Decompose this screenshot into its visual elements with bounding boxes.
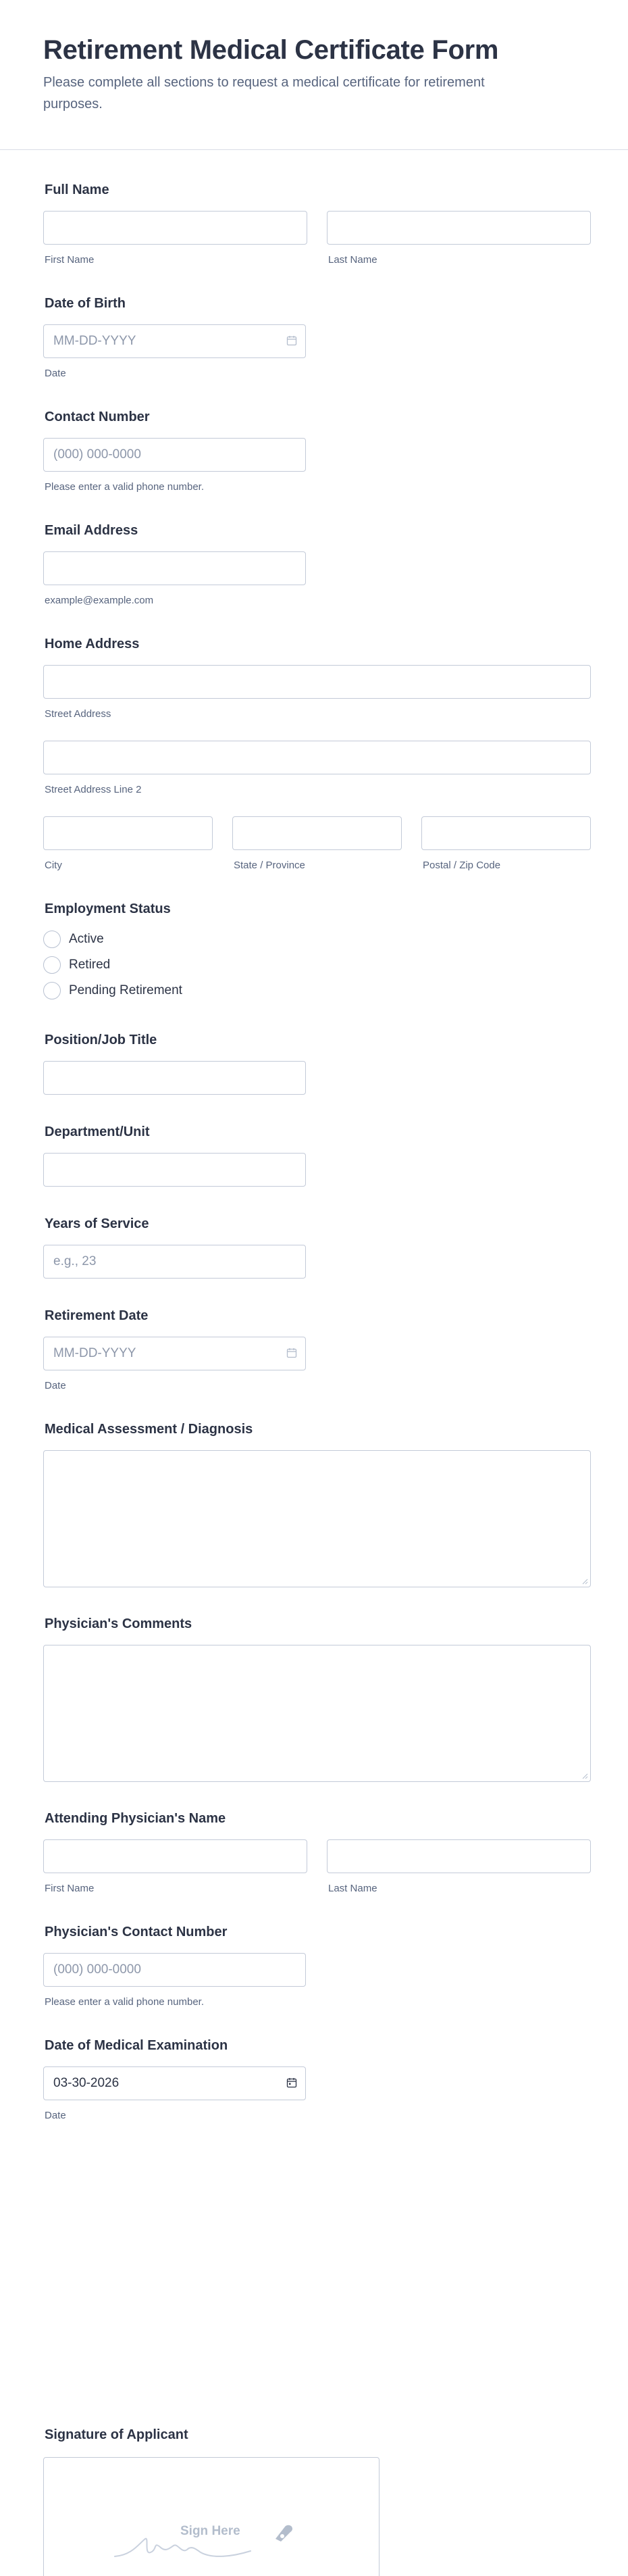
physician-first-name-sublabel: First Name: [45, 1883, 95, 1894]
retirement-date-placeholder: MM-DD-YYYY: [53, 1346, 136, 1360]
zip-input[interactable]: [421, 816, 591, 850]
physician-contact-input[interactable]: [43, 1953, 306, 1987]
contact-placeholder: (000) 000-0000: [53, 447, 141, 462]
full-name-label: Full Name: [45, 182, 109, 197]
street-address-line2-input[interactable]: [43, 741, 591, 774]
city-sublabel: City: [45, 860, 62, 871]
first-name-sublabel: First Name: [45, 254, 95, 266]
calendar-icon[interactable]: [286, 335, 297, 346]
resize-handle-icon[interactable]: [581, 1578, 588, 1585]
comments-label: Physician's Comments: [45, 1616, 192, 1631]
state-input[interactable]: [232, 816, 402, 850]
radio-circle[interactable]: [43, 982, 61, 999]
employment-label: Employment Status: [45, 901, 171, 916]
radio-label-pending: Pending Retirement: [69, 983, 182, 997]
calendar-icon[interactable]: [286, 2077, 297, 2088]
physician-contact-label: Physician's Contact Number: [45, 1925, 228, 1939]
retirement-date-sublabel: Date: [45, 1380, 66, 1391]
assessment-textarea[interactable]: [43, 1450, 591, 1587]
physician-last-name-sublabel: Last Name: [328, 1883, 377, 1894]
comments-textarea[interactable]: [43, 1645, 591, 1782]
calendar-icon[interactable]: [286, 1347, 297, 1358]
position-input[interactable]: [43, 1061, 306, 1095]
dob-label: Date of Birth: [45, 296, 126, 311]
contact-label: Contact Number: [45, 410, 150, 424]
email-input[interactable]: [43, 551, 306, 585]
signature-hint: Sign Here: [180, 2524, 240, 2538]
physician-contact-sublabel: Please enter a valid phone number.: [45, 1996, 204, 2008]
first-name-input[interactable]: [43, 211, 307, 245]
form-title: Retirement Medical Certificate Form: [43, 35, 499, 65]
street-address-input[interactable]: [43, 665, 591, 699]
physician-first-name-input[interactable]: [43, 1839, 307, 1873]
radio-label-retired: Retired: [69, 958, 111, 972]
contact-input[interactable]: [43, 438, 306, 472]
exam-date-input[interactable]: [43, 2066, 306, 2100]
exam-date-label: Date of Medical Examination: [45, 2038, 228, 2053]
pen-icon: [270, 2520, 297, 2547]
radio-label-active: Active: [69, 932, 104, 946]
physician-last-name-input[interactable]: [327, 1839, 591, 1873]
position-label: Position/Job Title: [45, 1033, 157, 1047]
retirement-date-input[interactable]: [43, 1337, 306, 1370]
retirement-date-label: Retirement Date: [45, 1308, 149, 1323]
radio-circle[interactable]: [43, 931, 61, 948]
address-label: Home Address: [45, 637, 140, 651]
signature-label: Signature of Applicant: [45, 2427, 188, 2442]
dob-input[interactable]: [43, 324, 306, 358]
years-label: Years of Service: [45, 1216, 149, 1231]
assessment-label: Medical Assessment / Diagnosis: [45, 1422, 253, 1437]
last-name-sublabel: Last Name: [328, 254, 377, 266]
city-input[interactable]: [43, 816, 213, 850]
dob-sublabel: Date: [45, 368, 66, 379]
department-input[interactable]: [43, 1153, 306, 1187]
years-input[interactable]: [43, 1245, 306, 1279]
street-address-line2-sublabel: Street Address Line 2: [45, 784, 142, 795]
signature-pad[interactable]: [43, 2457, 380, 2576]
physician-contact-placeholder: (000) 000-0000: [53, 1962, 141, 1977]
state-sublabel: State / Province: [234, 860, 305, 871]
contact-sublabel: Please enter a valid phone number.: [45, 481, 204, 493]
last-name-input[interactable]: [327, 211, 591, 245]
email-label: Email Address: [45, 523, 138, 538]
physician-name-label: Attending Physician's Name: [45, 1811, 226, 1826]
years-placeholder: e.g., 23: [53, 1254, 97, 1268]
street-address-sublabel: Street Address: [45, 708, 111, 720]
form-subtitle: Please complete all sections to request a medical certificate for retirement purposes.: [43, 75, 485, 112]
department-label: Department/Unit: [45, 1124, 150, 1139]
exam-date-value: 03-30-2026: [53, 2076, 120, 2090]
radio-circle[interactable]: [43, 956, 61, 974]
exam-date-sublabel: Date: [45, 2110, 66, 2121]
dob-placeholder: MM-DD-YYYY: [53, 334, 136, 348]
form-header: [0, 0, 628, 150]
email-sublabel: example@example.com: [45, 595, 154, 606]
resize-handle-icon[interactable]: [581, 1773, 588, 1779]
zip-sublabel: Postal / Zip Code: [423, 860, 501, 871]
